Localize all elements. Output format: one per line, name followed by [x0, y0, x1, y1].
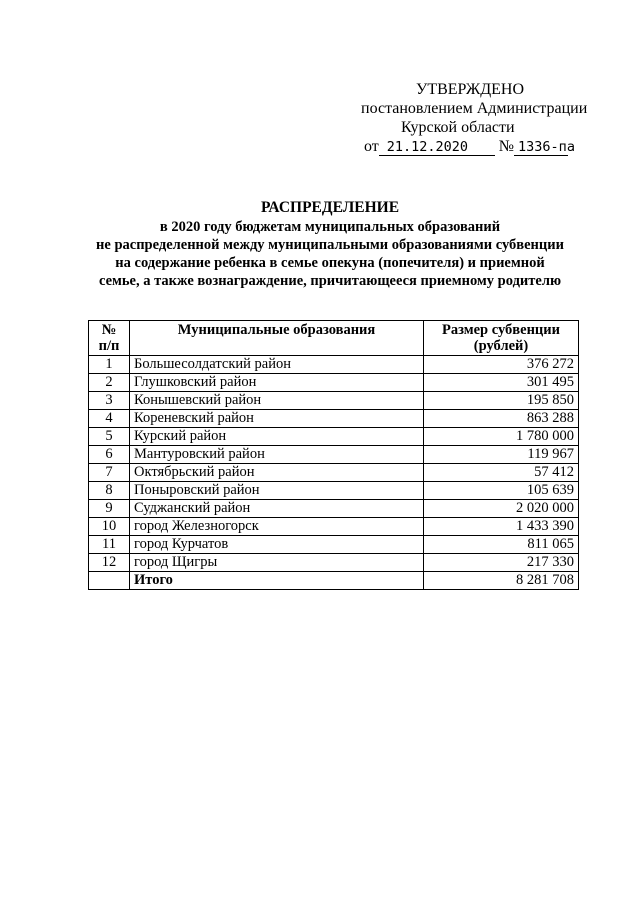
row-municipality: Мантуровский район: [130, 446, 424, 464]
row-municipality: Глушковский район: [130, 374, 424, 392]
approval-date: 21.12.2020: [379, 140, 495, 156]
table-row: [89, 446, 579, 464]
row-subvention: 105 639: [424, 482, 579, 500]
document-title: РАСПРЕДЕЛЕНИЕ: [260, 199, 400, 216]
header-subvention: Размер субвенции (рублей): [424, 321, 579, 356]
row-number: 5: [89, 428, 130, 446]
table-row: [89, 536, 579, 554]
row-municipality: Октябрьский район: [130, 464, 424, 482]
approval-date-number: [350, 137, 590, 156]
table-row: [89, 482, 579, 500]
approval-resolution: постановлением Администрации: [361, 100, 588, 117]
heading-line: в 2020 году бюджетам муниципальных образований: [159, 219, 501, 235]
row-subvention: 863 288: [424, 410, 579, 428]
row-number: 11: [89, 536, 130, 554]
row-subvention: 811 065: [424, 536, 579, 554]
row-municipality: Суджанский район: [130, 500, 424, 518]
row-number: 2: [89, 374, 130, 392]
row-municipality: Курский район: [130, 428, 424, 446]
row-municipality: Большесолдатский район: [130, 356, 424, 374]
heading-line: не распределенной между муниципальными образованиями субвенции: [96, 237, 564, 253]
table-body: [89, 356, 579, 590]
row-municipality: Кореневский район: [130, 410, 424, 428]
row-subvention: 57 412: [424, 464, 579, 482]
table-row: [89, 518, 579, 536]
total-label: Итого: [130, 572, 424, 590]
table-row: [89, 374, 579, 392]
total-value: 8 281 708: [424, 572, 579, 590]
row-number: 9: [89, 500, 130, 518]
row-municipality: Поныровский район: [130, 482, 424, 500]
total-number-empty: [89, 572, 130, 590]
row-number: 7: [89, 464, 130, 482]
row-municipality: Конышевский район: [130, 392, 424, 410]
row-subvention: 119 967: [424, 446, 579, 464]
table-row: [89, 392, 579, 410]
table-total-row: [89, 572, 579, 590]
row-number: 8: [89, 482, 130, 500]
row-number: 6: [89, 446, 130, 464]
table-row: [89, 428, 579, 446]
approval-stamp: [350, 80, 590, 156]
row-subvention: 217 330: [424, 554, 579, 572]
header-municipality: Муниципальные образования: [130, 321, 424, 356]
row-number: 12: [89, 554, 130, 572]
approval-title: УТВЕРЖДЕНО: [416, 81, 525, 98]
row-subvention: 301 495: [424, 374, 579, 392]
table-row: [89, 554, 579, 572]
row-municipality: город Железногорск: [130, 518, 424, 536]
row-number: 3: [89, 392, 130, 410]
table-row: [89, 410, 579, 428]
row-number: 4: [89, 410, 130, 428]
date-prefix: от: [364, 138, 379, 155]
row-subvention: 1 780 000: [424, 428, 579, 446]
number-prefix: №: [498, 138, 515, 155]
heading-line: на содержание ребенка в семье опекуна (попечителя) и приемной: [115, 255, 545, 271]
row-subvention: 2 020 000: [424, 500, 579, 518]
approval-region: Курской области: [401, 119, 515, 136]
document-heading: [60, 199, 600, 290]
heading-line: семье, а также вознаграждение, причитающееся приемному родителю: [98, 273, 562, 289]
row-subvention: 195 850: [424, 392, 579, 410]
approval-number: 1336-па: [514, 140, 568, 156]
table-row: [89, 464, 579, 482]
row-number: 10: [89, 518, 130, 536]
row-municipality: город Курчатов: [130, 536, 424, 554]
row-subvention: 1 433 390: [424, 518, 579, 536]
row-municipality: город Щигры: [130, 554, 424, 572]
header-number: № п/п: [89, 321, 130, 356]
table-row: [89, 356, 579, 374]
table-header-row: [89, 321, 579, 356]
row-subvention: 376 272: [424, 356, 579, 374]
row-number: 1: [89, 356, 130, 374]
table-row: [89, 500, 579, 518]
distribution-table: [88, 320, 579, 590]
